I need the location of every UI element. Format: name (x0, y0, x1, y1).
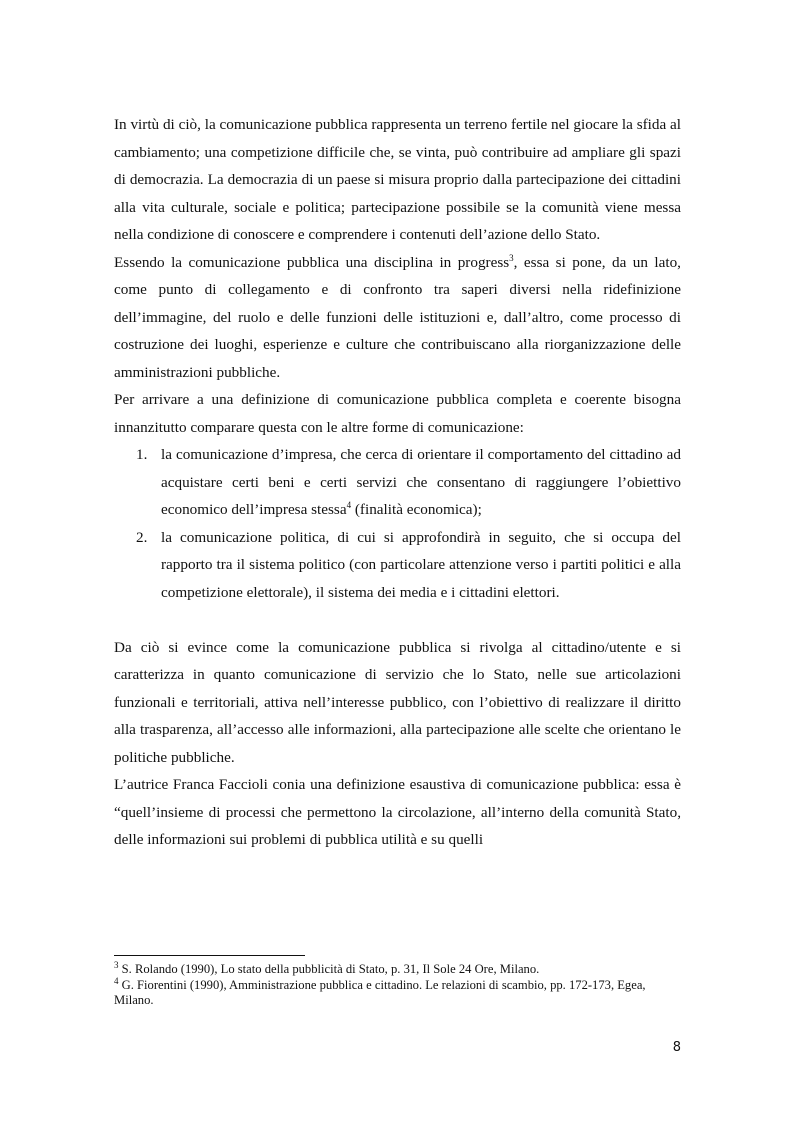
numbered-list (114, 441, 681, 606)
footnote (114, 959, 681, 978)
footnote-separator (114, 955, 305, 956)
list-item-text-cont: (finalità economica); (351, 501, 482, 518)
paragraph-3: Per arrivare a una definizione di comunicazione pubblica completa e coerente bisogna innanzitutto comparare questa con le altre forme di comunicazione: (114, 391, 681, 436)
list-item-text: la comunicazione politica, di cui si approfondirà in seguito, che si occupa del rapporto tra il sistema politico (con particolare attenzione verso i partiti politici e alla competizione elettorale), il sistema dei media e i cittadini elettori. (161, 528, 681, 601)
list-item-number: 1. (136, 446, 148, 463)
footnote-number: 4 (114, 975, 119, 986)
list-item (114, 524, 681, 607)
paragraph-5: L’autrice Franca Faccioli conia una definizione esaustiva di comunicazione pubblica: essa è “quell’insieme di processi che permettono la circolazione, all’interno della comunità Stato, delle informazioni sui problemi di pubblica utilità e su quelli (114, 776, 681, 848)
footnote-text: S. Rolando (1990), Lo stato della pubblicità di Stato, p. 31, Il Sole 24 Ore, Milano. (118, 962, 540, 976)
footnote-ref-3: 3 (509, 252, 514, 263)
footnote-number: 3 (114, 959, 119, 970)
footnote-ref-4: 4 (346, 499, 352, 510)
list-item-number: 2. (136, 528, 148, 546)
paragraph-1: In virtù di ciò, la comunicazione pubblica rappresenta un terreno fertile nel giocare la sfida al cambiamento; una competizione difficile che, se vinta, può contribuire ad ampliare gli spazi di democrazia. La democrazia di un paese si misura proprio dalla partecipazione dei cittadini alla vita culturale, sociale e politica; partecipazione possibile se la comunità viene messa nella condizione di conoscere e comprendere i contenuti dell’azione dello Stato. (114, 116, 681, 243)
list-item (114, 441, 681, 524)
footnote (114, 975, 681, 1009)
paragraph-2 (114, 249, 681, 387)
paragraph-2-text-cont: , essa si pone, da un lato, come punto di collegamento e di confronto tra saperi diversi nella ridefinizione dell’immagine, del ruolo e delle funzioni delle istituzioni e, dall’altro, come processo di costruzione dei luoghi, esperienze e culture che contribuiscano alla riorganizzazione delle amministrazioni pubbliche. (114, 253, 681, 381)
footnote-text: G. Fiorentini (1990), Amministrazione pubblica e cittadino. Le relazioni di scambio, pp. 172-173, Egea, Milano. (114, 977, 646, 1007)
body-text (114, 111, 681, 854)
footnotes (114, 959, 681, 1009)
paragraph-2-text: Essendo la comunicazione pubblica una disciplina in progress (114, 253, 510, 271)
list-item-text: la comunicazione d’impresa, che cerca di orientare il comportamento del cittadino ad acquistare certi beni e certi servizi che consentano di raggiungere l’obiettivo economico dell’impresa stessa (161, 446, 681, 518)
paragraph-gap (114, 606, 681, 634)
page-number: 8 (672, 1040, 681, 1055)
paragraph-4: Da ciò si evince come la comunicazione pubblica si rivolga al cittadino/utente e si caratterizza in quanto comunicazione di servizio che lo Stato, nelle sue articolazioni funzionali e territoriali, attiva nell’interesse pubblico, con l’obiettivo di realizzare il diritto alla trasparenza, all’accesso alle informazioni, alla partecipazione alle scelte che orientano le politiche pubbliche. (114, 638, 681, 766)
